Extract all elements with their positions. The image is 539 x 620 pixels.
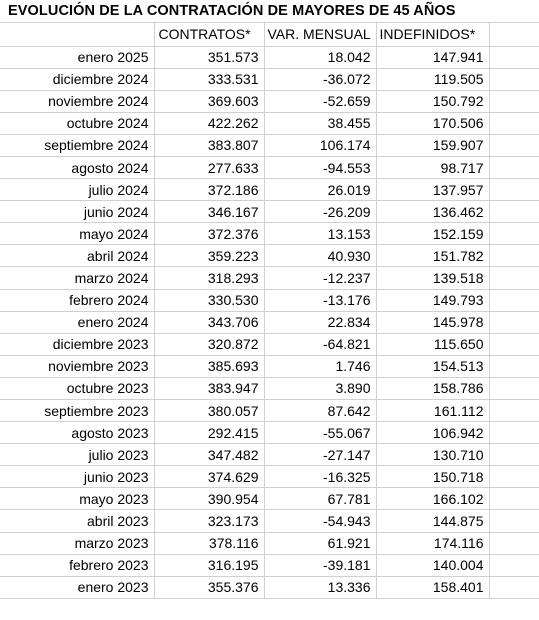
header-cell-month[interactable]: [0, 23, 154, 46]
cell-indefinidos[interactable]: 147.941: [376, 46, 489, 68]
cell-var-mensual[interactable]: -13.176: [264, 289, 376, 311]
cell-var-mensual[interactable]: -16.325: [264, 466, 376, 488]
cell-contratos[interactable]: 318.293: [154, 267, 264, 289]
cell-var-mensual[interactable]: -55.067: [264, 422, 376, 444]
cell-month[interactable]: julio 2023: [0, 444, 154, 466]
table-row: [0, 576, 539, 598]
cell-indefinidos[interactable]: 166.102: [376, 488, 489, 510]
cell-indefinidos[interactable]: 159.907: [376, 134, 489, 156]
cell-month[interactable]: abril 2023: [0, 510, 154, 532]
cell-indefinidos[interactable]: 150.718: [376, 466, 489, 488]
cell-empty[interactable]: [489, 532, 539, 554]
cell-month[interactable]: septiembre 2023: [0, 400, 154, 422]
cell-month[interactable]: enero 2023: [0, 576, 154, 598]
cell-contratos[interactable]: 383.947: [154, 377, 264, 399]
cell-indefinidos[interactable]: 170.506: [376, 112, 489, 134]
cell-var-mensual[interactable]: -36.072: [264, 68, 376, 90]
cell-var-mensual[interactable]: 18.042: [264, 46, 376, 68]
data-table: [0, 23, 539, 599]
table-body: [0, 46, 539, 598]
cell-empty[interactable]: [489, 510, 539, 532]
cell-var-mensual[interactable]: -52.659: [264, 90, 376, 112]
cell-indefinidos[interactable]: 115.650: [376, 333, 489, 355]
cell-month[interactable]: marzo 2024: [0, 267, 154, 289]
table-row: [0, 355, 539, 377]
cell-contratos[interactable]: 359.223: [154, 245, 264, 267]
cell-empty[interactable]: [489, 245, 539, 267]
cell-var-mensual[interactable]: -94.553: [264, 156, 376, 178]
cell-contratos[interactable]: 374.629: [154, 466, 264, 488]
cell-empty[interactable]: [489, 400, 539, 422]
cell-var-mensual[interactable]: -39.181: [264, 554, 376, 576]
cell-indefinidos[interactable]: 149.793: [376, 289, 489, 311]
cell-contratos[interactable]: 346.167: [154, 201, 264, 223]
table-row: [0, 245, 539, 267]
cell-month[interactable]: mayo 2024: [0, 223, 154, 245]
cell-contratos[interactable]: 422.262: [154, 112, 264, 134]
cell-contratos[interactable]: 343.706: [154, 311, 264, 333]
cell-month[interactable]: junio 2023: [0, 466, 154, 488]
cell-indefinidos[interactable]: 174.116: [376, 532, 489, 554]
cell-month[interactable]: julio 2024: [0, 179, 154, 201]
cell-month[interactable]: enero 2025: [0, 46, 154, 68]
header-cell-indefinidos[interactable]: INDEFINIDOS*: [376, 23, 489, 46]
cell-indefinidos[interactable]: 151.782: [376, 245, 489, 267]
table-row: [0, 311, 539, 333]
cell-empty[interactable]: [489, 466, 539, 488]
cell-indefinidos[interactable]: 144.875: [376, 510, 489, 532]
table-row: [0, 422, 539, 444]
cell-contratos[interactable]: 372.376: [154, 223, 264, 245]
cell-contratos[interactable]: 390.954: [154, 488, 264, 510]
cell-month[interactable]: octubre 2024: [0, 112, 154, 134]
cell-empty[interactable]: [489, 156, 539, 178]
cell-var-mensual[interactable]: 22.834: [264, 311, 376, 333]
cell-indefinidos[interactable]: 154.513: [376, 355, 489, 377]
cell-empty[interactable]: [489, 90, 539, 112]
table-row: [0, 156, 539, 178]
cell-var-mensual[interactable]: -12.237: [264, 267, 376, 289]
cell-indefinidos[interactable]: 158.401: [376, 576, 489, 598]
table-row: [0, 134, 539, 156]
cell-contratos[interactable]: 351.573: [154, 46, 264, 68]
cell-indefinidos[interactable]: 139.518: [376, 267, 489, 289]
table-row: [0, 179, 539, 201]
table-row: [0, 68, 539, 90]
table-row: [0, 532, 539, 554]
cell-empty[interactable]: [489, 112, 539, 134]
cell-empty[interactable]: [489, 488, 539, 510]
cell-indefinidos[interactable]: 137.957: [376, 179, 489, 201]
cell-month[interactable]: abril 2024: [0, 245, 154, 267]
cell-contratos[interactable]: 277.633: [154, 156, 264, 178]
cell-empty[interactable]: [489, 134, 539, 156]
cell-contratos[interactable]: 369.603: [154, 90, 264, 112]
cell-month[interactable]: mayo 2023: [0, 488, 154, 510]
cell-indefinidos[interactable]: 130.710: [376, 444, 489, 466]
cell-month[interactable]: enero 2024: [0, 311, 154, 333]
cell-empty[interactable]: [489, 179, 539, 201]
cell-contratos[interactable]: 355.376: [154, 576, 264, 598]
table-row: [0, 400, 539, 422]
cell-month[interactable]: junio 2024: [0, 201, 154, 223]
cell-var-mensual[interactable]: 87.642: [264, 400, 376, 422]
header-cell-empty[interactable]: [489, 23, 539, 46]
cell-contratos[interactable]: 385.693: [154, 355, 264, 377]
cell-contratos[interactable]: 380.057: [154, 400, 264, 422]
table-row: [0, 333, 539, 355]
cell-empty[interactable]: [489, 311, 539, 333]
cell-indefinidos[interactable]: 140.004: [376, 554, 489, 576]
cell-contratos[interactable]: 330.530: [154, 289, 264, 311]
cell-empty[interactable]: [489, 444, 539, 466]
title-row[interactable]: [0, 0, 539, 23]
header-row: [0, 23, 539, 46]
cell-contratos[interactable]: 292.415: [154, 422, 264, 444]
table-row: [0, 377, 539, 399]
cell-empty[interactable]: [489, 267, 539, 289]
cell-var-mensual[interactable]: 38.455: [264, 112, 376, 134]
cell-indefinidos[interactable]: 145.978: [376, 311, 489, 333]
cell-var-mensual[interactable]: 13.153: [264, 223, 376, 245]
table-row: [0, 444, 539, 466]
header-cell-var-mensual[interactable]: VAR. MENSUAL: [264, 23, 376, 46]
table-row: [0, 112, 539, 134]
cell-empty[interactable]: [489, 333, 539, 355]
cell-month[interactable]: septiembre 2024: [0, 134, 154, 156]
cell-month[interactable]: febrero 2024: [0, 289, 154, 311]
cell-contratos[interactable]: 347.482: [154, 444, 264, 466]
cell-month[interactable]: noviembre 2023: [0, 355, 154, 377]
cell-indefinidos[interactable]: 136.462: [376, 201, 489, 223]
cell-indefinidos[interactable]: 158.786: [376, 377, 489, 399]
cell-var-mensual[interactable]: -27.147: [264, 444, 376, 466]
table-row: [0, 510, 539, 532]
cell-var-mensual[interactable]: -26.209: [264, 201, 376, 223]
cell-empty[interactable]: [489, 46, 539, 68]
cell-empty[interactable]: [489, 422, 539, 444]
table-row: [0, 488, 539, 510]
cell-var-mensual[interactable]: 13.336: [264, 576, 376, 598]
table-row: [0, 46, 539, 68]
cell-indefinidos[interactable]: 119.505: [376, 68, 489, 90]
cell-indefinidos[interactable]: 152.159: [376, 223, 489, 245]
cell-contratos[interactable]: 320.872: [154, 333, 264, 355]
cell-month[interactable]: diciembre 2024: [0, 68, 154, 90]
cell-empty[interactable]: [489, 576, 539, 598]
cell-var-mensual[interactable]: 26.019: [264, 179, 376, 201]
cell-contratos[interactable]: 383.807: [154, 134, 264, 156]
cell-var-mensual[interactable]: 61.921: [264, 532, 376, 554]
cell-var-mensual[interactable]: 67.781: [264, 488, 376, 510]
cell-month[interactable]: octubre 2023: [0, 377, 154, 399]
cell-empty[interactable]: [489, 355, 539, 377]
cell-indefinidos[interactable]: 150.792: [376, 90, 489, 112]
cell-contratos[interactable]: 316.195: [154, 554, 264, 576]
cell-var-mensual[interactable]: 3.890: [264, 377, 376, 399]
table-row: [0, 201, 539, 223]
cell-contratos[interactable]: 323.173: [154, 510, 264, 532]
table-row: [0, 223, 539, 245]
table-row: [0, 289, 539, 311]
table-row: [0, 90, 539, 112]
header-cell-contratos[interactable]: CONTRATOS*: [154, 23, 264, 46]
cell-indefinidos[interactable]: 161.112: [376, 400, 489, 422]
cell-month[interactable]: agosto 2023: [0, 422, 154, 444]
cell-empty[interactable]: [489, 554, 539, 576]
cell-month[interactable]: agosto 2024: [0, 156, 154, 178]
table-row: [0, 267, 539, 289]
cell-empty[interactable]: [489, 289, 539, 311]
table-row: [0, 554, 539, 576]
cell-var-mensual[interactable]: 1.746: [264, 355, 376, 377]
table-title: EVOLUCIÓN DE LA CONTRATACIÓN DE MAYORES DE 45 AÑOS: [8, 3, 456, 19]
cell-contratos[interactable]: 333.531: [154, 68, 264, 90]
cell-var-mensual[interactable]: 40.930: [264, 245, 376, 267]
cell-indefinidos[interactable]: 98.717: [376, 156, 489, 178]
cell-var-mensual[interactable]: -64.821: [264, 333, 376, 355]
cell-indefinidos[interactable]: 106.942: [376, 422, 489, 444]
cell-contratos[interactable]: 372.186: [154, 179, 264, 201]
cell-empty[interactable]: [489, 68, 539, 90]
cell-var-mensual[interactable]: 106.174: [264, 134, 376, 156]
cell-month[interactable]: diciembre 2023: [0, 333, 154, 355]
cell-contratos[interactable]: 378.116: [154, 532, 264, 554]
cell-var-mensual[interactable]: -54.943: [264, 510, 376, 532]
cell-empty[interactable]: [489, 201, 539, 223]
cell-empty[interactable]: [489, 223, 539, 245]
cell-empty[interactable]: [489, 377, 539, 399]
table-row: [0, 466, 539, 488]
cell-month[interactable]: febrero 2023: [0, 554, 154, 576]
cell-month[interactable]: marzo 2023: [0, 532, 154, 554]
cell-month[interactable]: noviembre 2024: [0, 90, 154, 112]
